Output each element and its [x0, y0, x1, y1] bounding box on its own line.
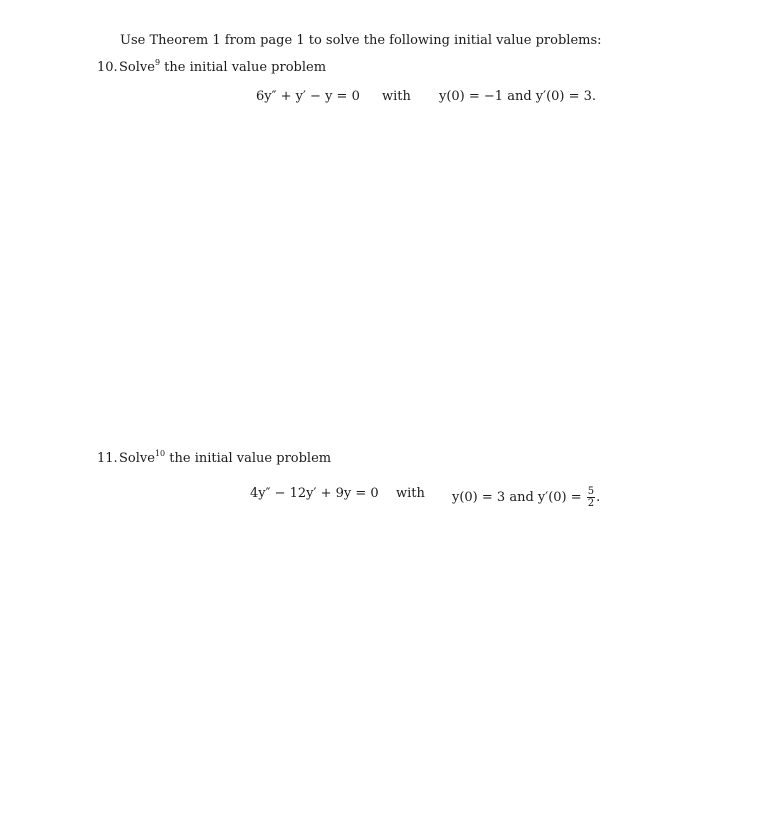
problem-11-equation: 4y″ − 12y′ + 9y = 0 [250, 486, 379, 501]
conditions-text: y(0) = 3 and y′(0) = [452, 490, 582, 505]
footnote-marker: 10 [154, 449, 166, 458]
problem-11-with: with [396, 486, 425, 501]
problem-10-equation: 6y″ + y′ − y = 0 [256, 89, 360, 104]
problem-11-statement [97, 451, 331, 466]
problem-10-with: with [382, 89, 411, 104]
fraction-numerator: 5 [587, 486, 595, 497]
footnote-marker: 9 [154, 58, 161, 67]
period: . [596, 490, 601, 505]
fraction [587, 486, 595, 509]
problem-number: 11. [97, 451, 118, 466]
problem-text: the initial value problem [169, 451, 332, 466]
fraction-denominator: 2 [587, 498, 595, 509]
problem-10-statement [97, 60, 326, 75]
problem-verb: Solve [119, 60, 155, 75]
problem-10-conditions: y(0) = −1 and y′(0) = 3. [439, 89, 597, 104]
problem-verb: Solve [119, 451, 155, 466]
problem-11-conditions [452, 486, 600, 509]
problem-number: 10. [97, 60, 118, 75]
problem-text: the initial value problem [164, 60, 327, 75]
instructions-text: Use Theorem 1 from page 1 to solve the following initial value problems: [120, 33, 602, 48]
